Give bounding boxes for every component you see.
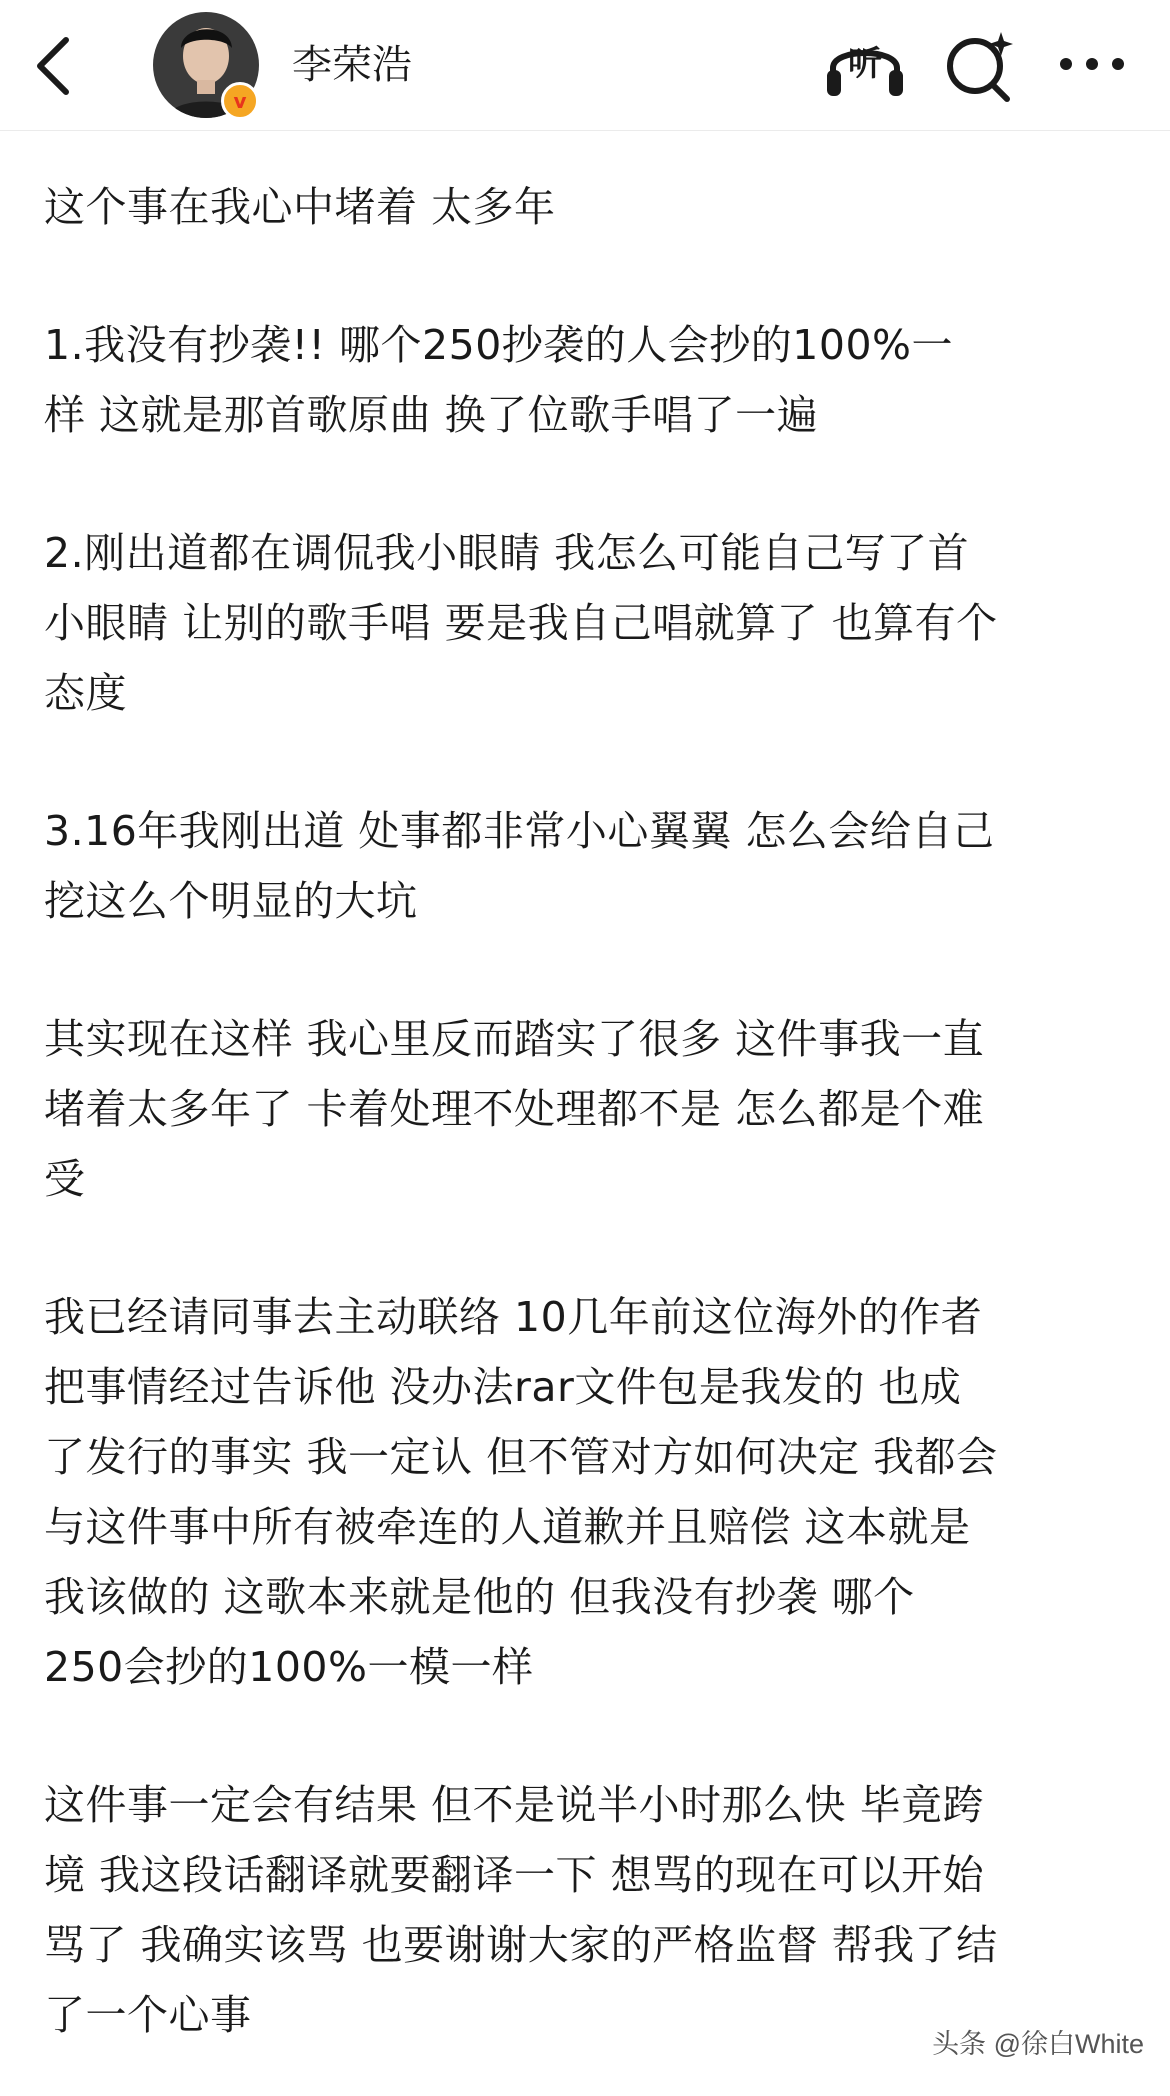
search-sparkle-icon bbox=[943, 28, 1015, 104]
post-paragraph-3: 2.刚出道都在调侃我小眼睛 我怎么可能自己写了首 小眼睛 让别的歌手唱 要是我自己唱就算了 也算有个 态度 bbox=[44, 529, 998, 717]
post-paragraph-5: 其实现在这样 我心里反而踏实了很多 这件事我一直 堵着太多年了 卡着处理不处理都不是 怎么都是个难 受 bbox=[44, 1015, 985, 1203]
top-nav-bar bbox=[0, 0, 1170, 131]
avatar[interactable] bbox=[153, 12, 259, 118]
more-button[interactable] bbox=[1058, 44, 1126, 84]
search-button[interactable] bbox=[943, 28, 1015, 104]
verified-badge-letter: v bbox=[233, 89, 247, 113]
back-button[interactable] bbox=[30, 30, 86, 102]
post-paragraph-6: 我已经请同事去主动联络 10几年前这位海外的作者 把事情经过告诉他 没办法rar文件包是我发的 也成 了发行的事实 我一定认 但不管对方如何决定 我都会 与这件事中所有被牵连的人道歉并且赔偿 这本就是 我该做的 这歌本来就是他的 但我没有抄袭 哪个 250会抄的100%一模一样 bbox=[44, 1293, 998, 1691]
post-paragraph-7: 这件事一定会有结果 但不是说半小时那么快 毕竟跨 境 我这段话翻译就要翻译一下 想骂的现在可以开始 骂了 我确实该骂 也要谢谢大家的严格监督 帮我了结 了一个心事 bbox=[44, 1781, 998, 2039]
username[interactable]: 李荣浩 bbox=[292, 42, 412, 88]
post-paragraph-4: 3.16年我刚出道 处事都非常小心翼翼 怎么会给自己 挖这么个明显的大坑 bbox=[44, 807, 995, 925]
verified-icon bbox=[221, 82, 259, 120]
toutiao-watermark: 头条 @徐白White bbox=[932, 2029, 1144, 2059]
post-paragraph-1: 这个事在我心中堵着 太多年 bbox=[44, 183, 556, 231]
more-dots-icon bbox=[1058, 44, 1126, 84]
listen-label: 听 bbox=[848, 44, 882, 84]
listen-button[interactable] bbox=[823, 30, 907, 102]
post-paragraph-2: 1.我没有抄袭!! 哪个250抄袭的人会抄的100%一 样 这就是那首歌原曲 换了位歌手唱了一遍 bbox=[44, 321, 953, 439]
post-body bbox=[44, 172, 1134, 2050]
back-arrow-icon bbox=[30, 30, 86, 102]
